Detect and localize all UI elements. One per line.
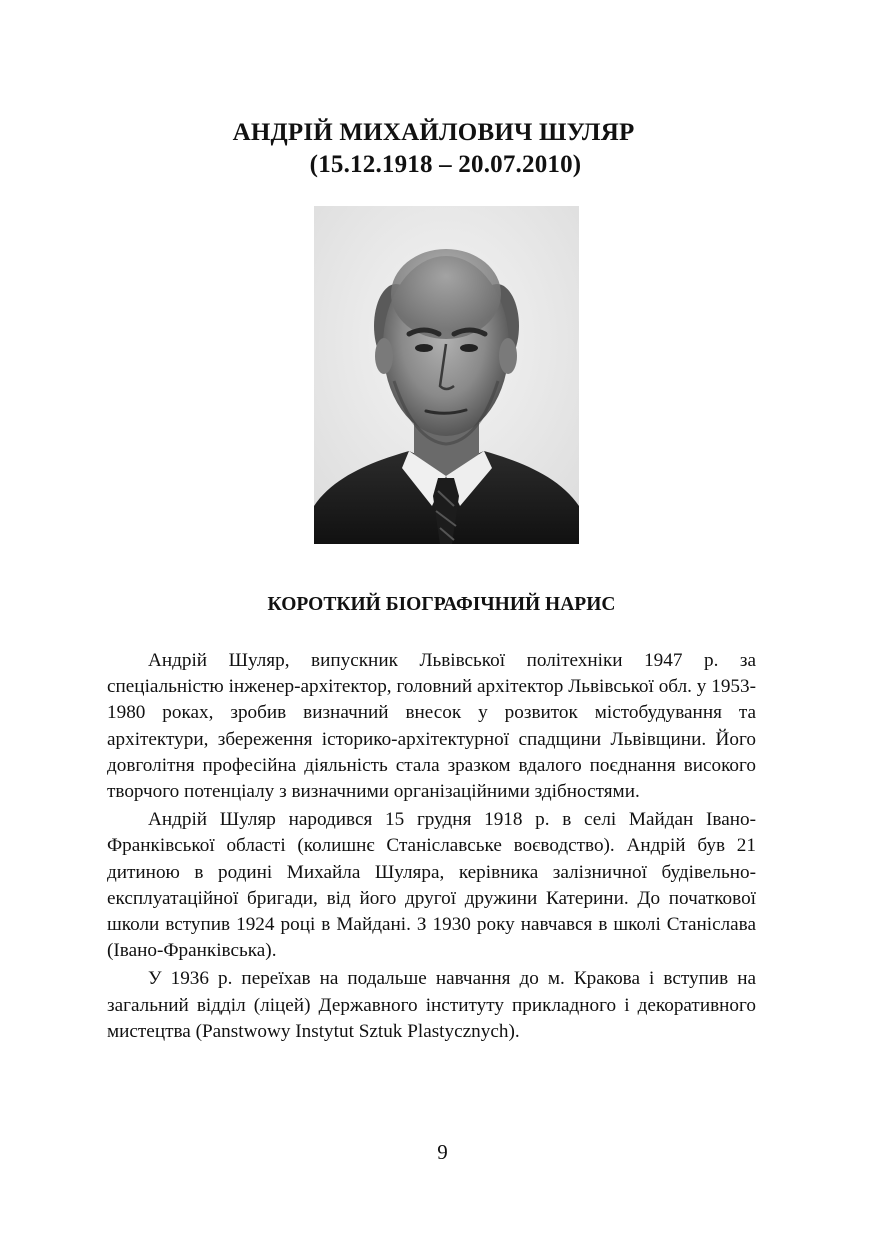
biography-text xyxy=(107,648,756,1045)
section-heading: КОРОТКИЙ БІОГРАФІЧНИЙ НАРИС xyxy=(267,594,616,615)
paragraph: Андрій Шуляр народився 15 грудня 1918 р. в селі Майдан Івано-Франківської області (колишнє Станіславське воєводство). Андрій був 21 дитиною в родині Михайла Шуляра, керівника залізничної будівельно-експлуатаційної бригади, від його другої дружини Катерини. До початкової школи вступив 1924 році в Майдані. З 1930 року навчався в школі Станіслава (Івано-Франківська). xyxy=(107,809,756,962)
person-name-title: АНДРІЙ МИХАЙЛОВИЧ ШУЛЯР xyxy=(232,119,635,146)
life-dates: (15.12.1918 – 20.07.2010) xyxy=(309,151,582,178)
paragraph: Андрій Шуляр, випускник Львівської політехніки 1947 р. за спеціальністю інженер-архітектор, головний архітектор Львівської обл. у 1953-1980 роках, зробив визначний внесок у розвиток містобудування та архітектури, збереження історико-архітектурної спадщини Львівщини. Його довголітня професійна діяльність стала зразком вдалого поєднання високого творчого потенціалу з визначними організаційними здібностями. xyxy=(107,650,756,803)
paragraph: У 1936 р. переїхав на подальше навчання до м. Кракова і вступив на загальний відділ (ліцей) Державного інституту прикладного і декоративного мистецтва (Panstwowy Instytut Sztuk Plastycznych). xyxy=(107,968,756,1042)
portrait-photo xyxy=(314,206,579,544)
page-number: 9 xyxy=(437,1140,448,1164)
